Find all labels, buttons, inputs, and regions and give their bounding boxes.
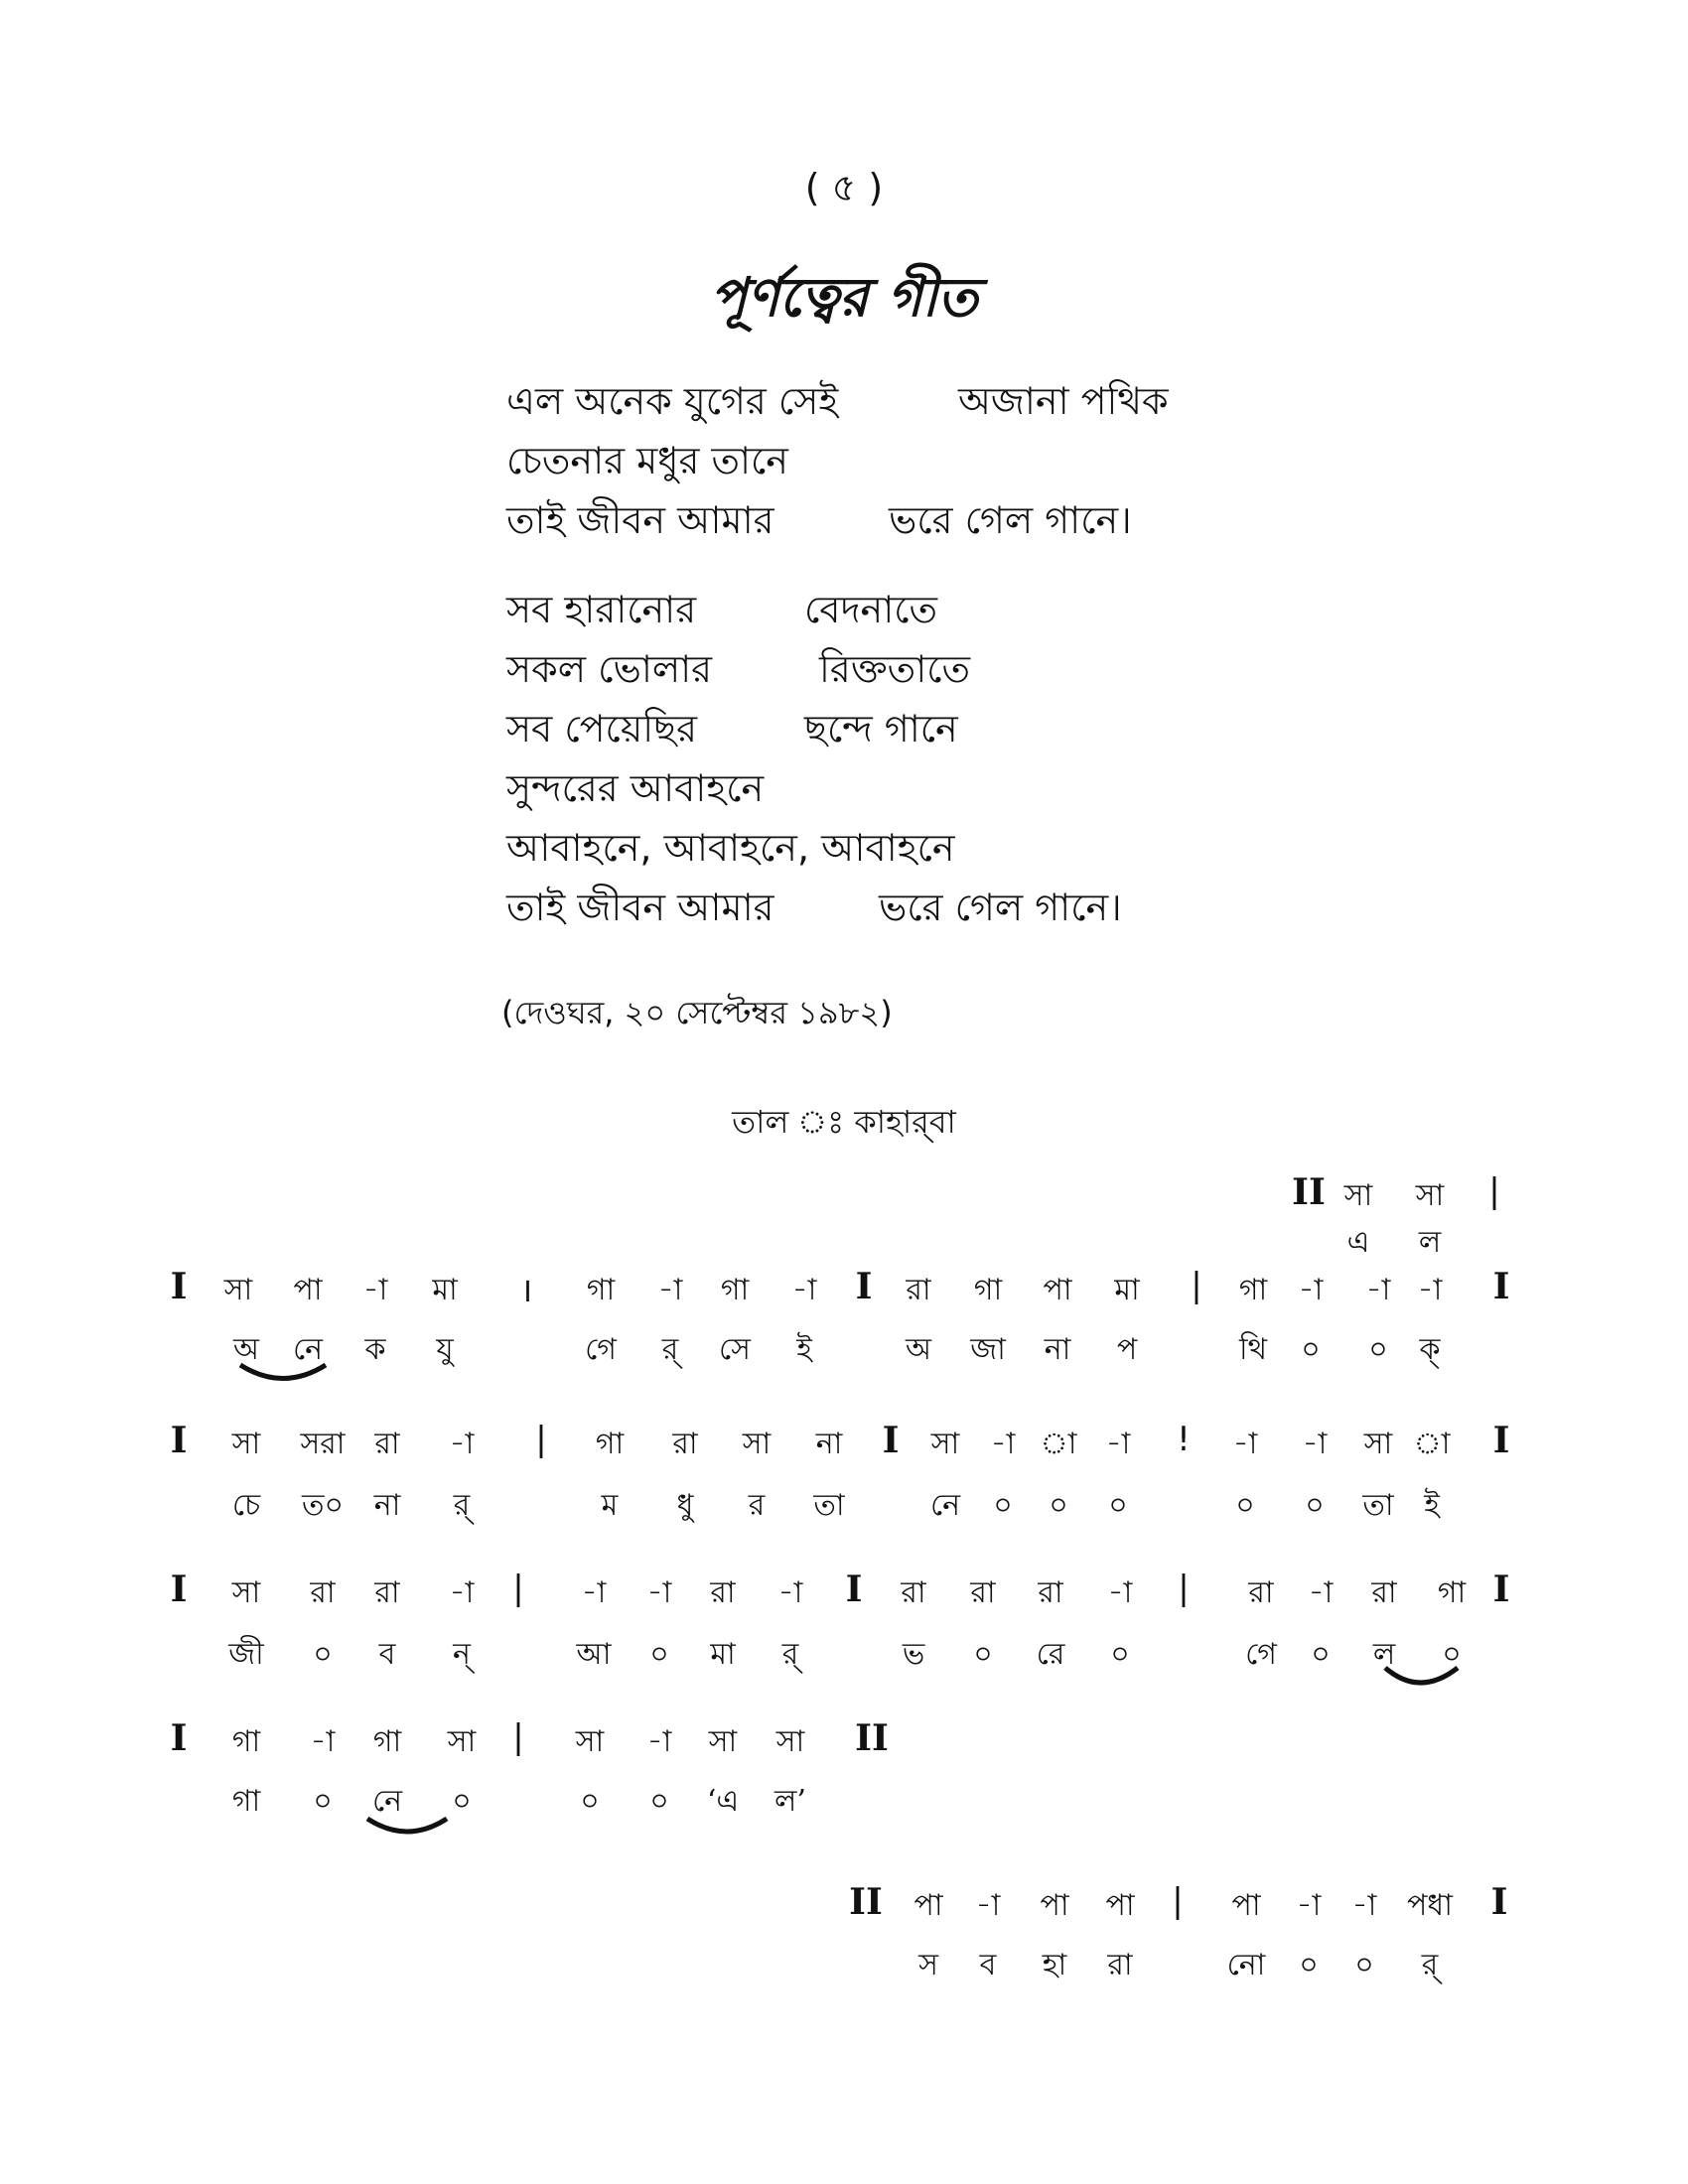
syllable: থি: [1238, 1332, 1268, 1367]
swara: সা: [930, 1427, 960, 1461]
swara: সা: [231, 1575, 261, 1610]
swara: -া: [1105, 1427, 1131, 1461]
swara: রা: [1248, 1575, 1274, 1610]
bar-line: I: [882, 1420, 900, 1461]
syllable: ০: [1110, 1637, 1130, 1672]
swara: -া: [777, 1575, 803, 1610]
slur-mark: [1385, 1668, 1458, 1683]
syllable: গা: [231, 1784, 261, 1819]
beat-divider: |: [535, 1420, 547, 1459]
swara: সা: [708, 1724, 738, 1759]
lyric-part: তাই জীবন আমার: [506, 886, 774, 929]
swara: -া: [1296, 1888, 1322, 1923]
syllable: র্: [453, 1488, 471, 1523]
syllable: অ: [233, 1332, 259, 1367]
syllable: ক্: [1419, 1332, 1441, 1367]
swara: -া: [310, 1724, 336, 1759]
lyric-part: আবাহনে, আবাহনে, আবাহনে: [506, 826, 955, 870]
slur-mark: [240, 1365, 326, 1379]
syllable: র: [748, 1488, 766, 1523]
swara: -া: [362, 1273, 388, 1307]
swara: -া: [990, 1427, 1016, 1461]
syllable: মা: [710, 1637, 736, 1672]
swara: পা: [914, 1888, 943, 1923]
swara: সা: [231, 1427, 261, 1461]
swara: রা: [672, 1427, 698, 1461]
swara: গা: [595, 1427, 625, 1461]
syllable: ব: [979, 1948, 997, 1982]
lyric-part: অজানা পথিক: [958, 379, 1169, 423]
syllable: ০: [1442, 1637, 1462, 1672]
swara: -া: [1107, 1575, 1133, 1610]
syllable: র্: [661, 1332, 679, 1367]
syllable: ল: [1372, 1637, 1396, 1672]
syllable: ০: [1235, 1488, 1255, 1523]
bar-line: I: [845, 1569, 863, 1610]
syllable: ই: [796, 1332, 812, 1367]
syllable: নো: [1226, 1948, 1266, 1982]
lyric-part: সব হারানোর: [506, 588, 697, 631]
syllable: ০: [1311, 1637, 1331, 1672]
syllable: স: [918, 1948, 938, 1982]
bar-double: II: [1292, 1171, 1326, 1213]
bar-line: I: [1490, 1881, 1508, 1923]
swara: রা: [374, 1575, 400, 1610]
syllable: ০: [1299, 1948, 1319, 1982]
lyric-part: সুন্দরের আবাহনে: [506, 766, 765, 810]
bar-single: |: [1488, 1171, 1500, 1211]
swara: রা: [901, 1575, 926, 1610]
swara: রা: [970, 1575, 996, 1610]
beat-divider: |: [1172, 1881, 1184, 1921]
beat-divider: |: [512, 1569, 524, 1608]
swara: রা: [710, 1575, 736, 1610]
syllable: না: [1044, 1332, 1071, 1367]
swara: গা: [586, 1273, 616, 1307]
swara: সা: [447, 1724, 477, 1759]
syllable: র্: [1421, 1948, 1439, 1982]
lyric-part: বেদনাতে: [804, 588, 938, 631]
swara: গা: [720, 1273, 750, 1307]
swara: পা: [293, 1273, 323, 1307]
swara: রা: [906, 1273, 931, 1307]
swara: -া: [1232, 1427, 1258, 1461]
swara: সা: [223, 1273, 253, 1307]
syllable: নে: [292, 1332, 324, 1367]
syllable: নে: [371, 1784, 403, 1819]
lyric-part: ভরে গেল গানে।: [879, 886, 1122, 929]
syllable: ০: [580, 1784, 600, 1819]
bar-line: II: [849, 1881, 883, 1923]
syllable: সে: [719, 1332, 751, 1367]
swara: -া: [1351, 1888, 1377, 1923]
swara: া: [1413, 1427, 1451, 1461]
swara: -া: [1417, 1273, 1443, 1307]
swara: -া: [646, 1575, 672, 1610]
syllable: না: [373, 1488, 401, 1523]
syllable: ০: [313, 1637, 333, 1672]
swara: মা: [1114, 1273, 1140, 1307]
swara: া: [1040, 1427, 1077, 1461]
syllable: রা: [1107, 1948, 1133, 1982]
beat-divider: ।: [519, 1271, 533, 1310]
beat-divider: |: [1178, 1569, 1190, 1608]
swara: পা: [1043, 1273, 1072, 1307]
syllable: ০: [1354, 1948, 1374, 1982]
syllable: এ: [1346, 1225, 1370, 1260]
syllable: ০: [313, 1784, 333, 1819]
syllable: ম: [601, 1488, 619, 1523]
swara: -া: [581, 1575, 607, 1610]
slur-mark: [367, 1819, 447, 1832]
swara: না: [815, 1427, 843, 1461]
swara: সা: [1363, 1427, 1393, 1461]
syllable: ০: [1108, 1488, 1128, 1523]
lyric-part: ছন্দে গানে: [804, 707, 958, 751]
swara: -া: [657, 1273, 683, 1307]
swara: -া: [1302, 1427, 1328, 1461]
syllable: ‘এ: [706, 1784, 740, 1819]
swara: পধা: [1407, 1888, 1453, 1923]
lyric-part: সব পেয়েছির: [506, 707, 697, 751]
swara: পা: [1105, 1888, 1135, 1923]
syllable: গে: [1245, 1637, 1277, 1672]
beat-divider: |: [512, 1717, 524, 1757]
swara: সা: [575, 1724, 605, 1759]
swara: সা: [775, 1724, 805, 1759]
swara: মা: [432, 1273, 458, 1307]
syllable: ০: [1049, 1488, 1068, 1523]
syllable: ল: [1418, 1225, 1442, 1260]
swara: সরা: [300, 1427, 346, 1461]
swara: রা: [1038, 1575, 1063, 1610]
syllable: ই: [1424, 1488, 1440, 1523]
swara: -া: [1308, 1575, 1334, 1610]
bar-line: I: [1492, 1420, 1510, 1461]
bar-line: I: [855, 1266, 873, 1307]
swara: পা: [1231, 1888, 1261, 1923]
lyric-part: চেতনার মধুর তানে: [506, 439, 788, 482]
bar-line: I: [170, 1266, 188, 1307]
syllable: ল’: [774, 1784, 806, 1819]
syllable: ত০: [301, 1488, 345, 1523]
syllable: ব: [378, 1637, 396, 1672]
syllable: নে: [929, 1488, 961, 1523]
syllable: হা: [1042, 1948, 1067, 1982]
syllable: ০: [452, 1784, 472, 1819]
syllable: ন্: [453, 1637, 471, 1672]
syllable: রে: [1036, 1637, 1065, 1672]
swara: গা: [231, 1724, 261, 1759]
syllable: ক: [364, 1332, 386, 1367]
beat-divider: !: [1177, 1420, 1191, 1459]
swara: রা: [310, 1575, 336, 1610]
syllable: ধু: [676, 1488, 694, 1523]
swara: পা: [1040, 1888, 1069, 1923]
syllable: প: [1116, 1332, 1138, 1367]
syllable: র্: [781, 1637, 799, 1672]
swara: -া: [791, 1273, 817, 1307]
syllable: অ: [906, 1332, 931, 1367]
syllable: আ: [576, 1637, 612, 1672]
swara: গা: [1238, 1273, 1268, 1307]
syllable: ০: [1305, 1488, 1325, 1523]
bar-line: I: [170, 1569, 188, 1610]
swara: সা: [1343, 1178, 1373, 1213]
syllable: ০: [973, 1637, 993, 1672]
syllable: ০: [649, 1637, 669, 1672]
syllable: ০: [1301, 1332, 1321, 1367]
bar-line: I: [170, 1717, 188, 1759]
lyric-part: সকল ভোলার: [506, 647, 713, 691]
song-title: পূর্ণত্বের গীত: [710, 266, 978, 329]
bar-line: I: [1492, 1569, 1510, 1610]
swara: গা: [1437, 1575, 1467, 1610]
page-number: ( ৫ ): [804, 166, 884, 209]
beat-divider: |: [1191, 1266, 1202, 1305]
place-date: (দেওঘর, ২০ সেপ্টেম্বর ১৯৮২): [501, 994, 893, 1031]
lyric-part: তাই জীবন আমার: [506, 498, 774, 542]
syllable: গে: [585, 1332, 617, 1367]
syllable: ০: [993, 1488, 1013, 1523]
syllable: ০: [649, 1784, 669, 1819]
bar-line: I: [170, 1420, 188, 1461]
syllable: জী: [228, 1637, 264, 1672]
swara: রা: [374, 1427, 400, 1461]
bar-line: I: [1492, 1266, 1510, 1307]
lyric-part: এল অনেক যুগের সেই: [506, 379, 839, 423]
syllable: ভ: [902, 1637, 925, 1672]
swara: সা: [742, 1427, 772, 1461]
lyric-part: রিক্ততাতে: [819, 647, 971, 691]
syllable: জা: [970, 1332, 1006, 1367]
swara: -া: [1365, 1273, 1391, 1307]
swara: গা: [372, 1724, 402, 1759]
syllable: যু: [436, 1332, 454, 1367]
lyric-part: ভরে গেল গানে।: [889, 498, 1132, 542]
syllable: তা: [1362, 1488, 1394, 1523]
swara: -া: [449, 1575, 475, 1610]
swara: -া: [975, 1888, 1001, 1923]
bar-line: II: [855, 1717, 889, 1759]
swara: গা: [973, 1273, 1003, 1307]
swara: রা: [1371, 1575, 1397, 1610]
syllable: তা: [813, 1488, 845, 1523]
swara: -া: [1298, 1273, 1324, 1307]
swara: সা: [1415, 1178, 1445, 1213]
swara: -া: [449, 1427, 475, 1461]
syllable: ০: [1368, 1332, 1388, 1367]
tala-label: তাল ঃ কাহার্‌বা: [732, 1103, 956, 1141]
syllable: চে: [231, 1488, 261, 1523]
swara: -া: [646, 1724, 672, 1759]
